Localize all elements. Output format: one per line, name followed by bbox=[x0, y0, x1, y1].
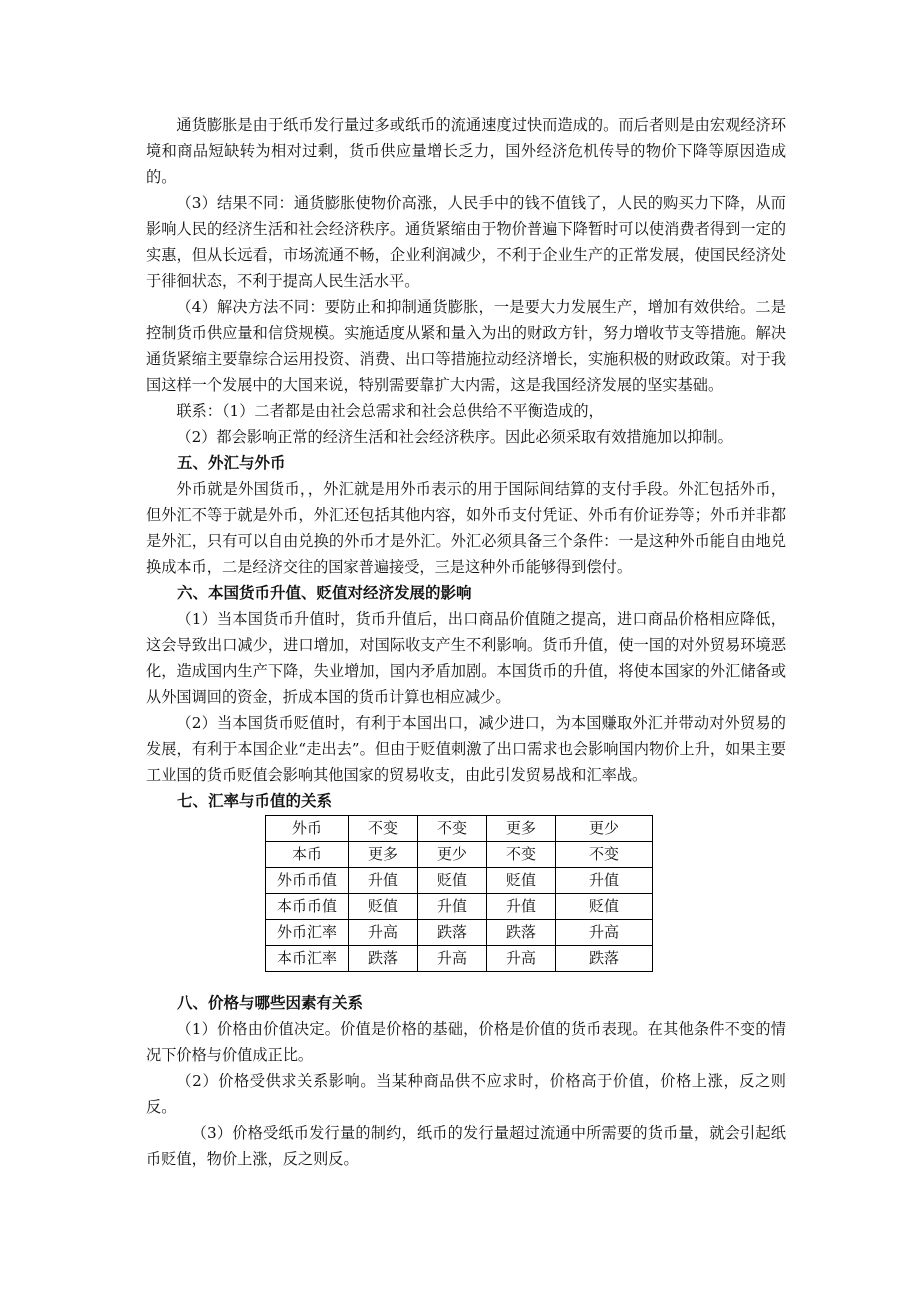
table-cell: 跌落 bbox=[487, 920, 556, 946]
table-cell: 跌落 bbox=[349, 946, 418, 972]
paragraph-solutions-differ: （4）解决方法不同：要防止和抑制通货膨胀，一是要大力发展生产，增加有效供给。二是控制货币供应量和信贷规模。实施适度从紧和量入为出的财政方针，努力增收节支等措施。解决通货紧缩主要靠综合运用投资、消费、出口等措施拉动经济增长，实施积极的财政政策。对于我国这样一个发展中的大国来说，特别需要靠扩大内需，这是我国经济发展的坚实基础。 bbox=[146, 298, 786, 394]
table-cell: 不变 bbox=[556, 842, 653, 868]
table-cell: 不变 bbox=[349, 816, 418, 842]
table-cell: 外币汇率 bbox=[266, 920, 349, 946]
table-row bbox=[266, 894, 653, 920]
table-cell: 不变 bbox=[487, 842, 556, 868]
table-cell: 升高 bbox=[556, 920, 653, 946]
table-cell: 升高 bbox=[349, 920, 418, 946]
table-row bbox=[266, 868, 653, 894]
table-cell: 外币 bbox=[266, 816, 349, 842]
paragraph-connection-2: （2）都会影响正常的经济生活和社会经济秩序。因此必须采取有效措施加以抑制。 bbox=[176, 428, 733, 446]
table-cell: 跌落 bbox=[556, 946, 653, 972]
paragraph-connection-1: 联系：（1）二者都是由社会总需求和社会总供给不平衡造成的， bbox=[176, 402, 604, 420]
table-cell: 更少 bbox=[556, 816, 653, 842]
paragraph-price-currency-issuance: （3）价格受纸币发行量的制约，纸币的发行量超过流通中所需要的货币量，就会引起纸币贬值，物价上涨，反之则反。 bbox=[146, 1124, 786, 1168]
document-page bbox=[146, 112, 786, 1172]
table-cell: 更多 bbox=[487, 816, 556, 842]
table-cell: 更少 bbox=[418, 842, 487, 868]
table-cell: 升高 bbox=[418, 946, 487, 972]
table-cell: 本币汇率 bbox=[266, 946, 349, 972]
paragraph-price-supply-demand: （2）价格受供求关系影响。当某种商品供不应求时，价格高于价值，价格上涨，反之则反。 bbox=[146, 1072, 786, 1116]
table-row bbox=[266, 842, 653, 868]
table-cell: 升值 bbox=[487, 894, 556, 920]
table-cell: 贬值 bbox=[556, 894, 653, 920]
table-cell: 升高 bbox=[487, 946, 556, 972]
section-heading-7: 七、汇率与币值的关系 bbox=[177, 791, 333, 810]
section-heading-8: 八、价格与哪些因素有关系 bbox=[177, 993, 364, 1012]
table-cell: 跌落 bbox=[418, 920, 487, 946]
table-row bbox=[266, 920, 653, 946]
table-cell: 外币币值 bbox=[266, 868, 349, 894]
paragraph-appreciation: （1）当本国货币升值时，货币升值后，出口商品价值随之提高，进口商品价格相应降低，这会导致出口减少，进口增加，对国际收支产生不利影响。货币升值，使一国的对外贸易环境恶化，造成国内生产下降，失业增加，国内矛盾加剧。本国货币的升值，将使本国家的外汇储备或从外国调回的资金，折成本国的货币计算也相应减少。 bbox=[146, 610, 786, 706]
table-cell: 贬值 bbox=[487, 868, 556, 894]
paragraph-foreign-exchange: 外币就是外国货币，，外汇就是用外币表示的用于国际间结算的支付手段。外汇包括外币，但外汇不等于就是外币，外汇还包括其他内容，如外币支付凭证、外币有价证券等；外币并非都是外汇，只有可以自由兑换的外币才是外汇。外汇必须具备三个条件：一是这种外币能自由地兑换成本币，二是经济交往的国家普遍接受，三是这种外币能够得到偿付。 bbox=[146, 480, 786, 576]
table-cell: 本币币值 bbox=[266, 894, 349, 920]
table-cell: 升值 bbox=[349, 868, 418, 894]
paragraph-results-differ: （3）结果不同：通货膨胀使物价高涨，人民手中的钱不值钱了，人民的购买力下降，从而影响人民的经济生活和社会经济秩序。通货紧缩由于物价普遍下降暂时可以使消费者得到一定的实惠，但从长远看，市场流通不畅，企业利润减少，不利于企业生产的正常发展，使国民经济处于徘徊状态，不利于提高人民生活水平。 bbox=[146, 194, 786, 290]
spacer bbox=[146, 974, 786, 990]
table-cell: 升值 bbox=[556, 868, 653, 894]
section-heading-5: 五、外汇与外币 bbox=[177, 453, 286, 472]
table-cell: 贬值 bbox=[418, 868, 487, 894]
table-row bbox=[266, 946, 653, 972]
paragraph-depreciation: （2）当本国货币贬值时，有利于本国出口，减少进口，为本国赚取外汇并带动对外贸易的发展，有利于本国企业“走出去”。但由于贬值刺激了出口需求也会影响国内物价上升，如果主要工业国的货币贬值会影响其他国家的贸易收支，由此引发贸易战和汇率战。 bbox=[146, 714, 786, 784]
section-heading-6: 六、本国货币升值、贬值对经济发展的影响 bbox=[177, 583, 472, 602]
table-cell: 本币 bbox=[266, 842, 349, 868]
table-cell: 更多 bbox=[349, 842, 418, 868]
table-cell: 不变 bbox=[418, 816, 487, 842]
paragraph-inflation-causes: 通货膨胀是由于纸币发行量过多或纸币的流通速度过快而造成的。而后者则是由宏观经济环境和商品短缺转为相对过剩，货币供应量增长乏力，国外经济危机传导的物价下降等原因造成的。 bbox=[146, 116, 786, 186]
paragraph-price-value: （1）价格由价值决定。价值是价格的基础，价格是价值的货币表现。在其他条件不变的情况下价格与价值成正比。 bbox=[146, 1020, 786, 1064]
exchange-rate-table bbox=[265, 815, 653, 972]
table-cell: 贬值 bbox=[349, 894, 418, 920]
table-cell: 升值 bbox=[418, 894, 487, 920]
table-row bbox=[266, 816, 653, 842]
